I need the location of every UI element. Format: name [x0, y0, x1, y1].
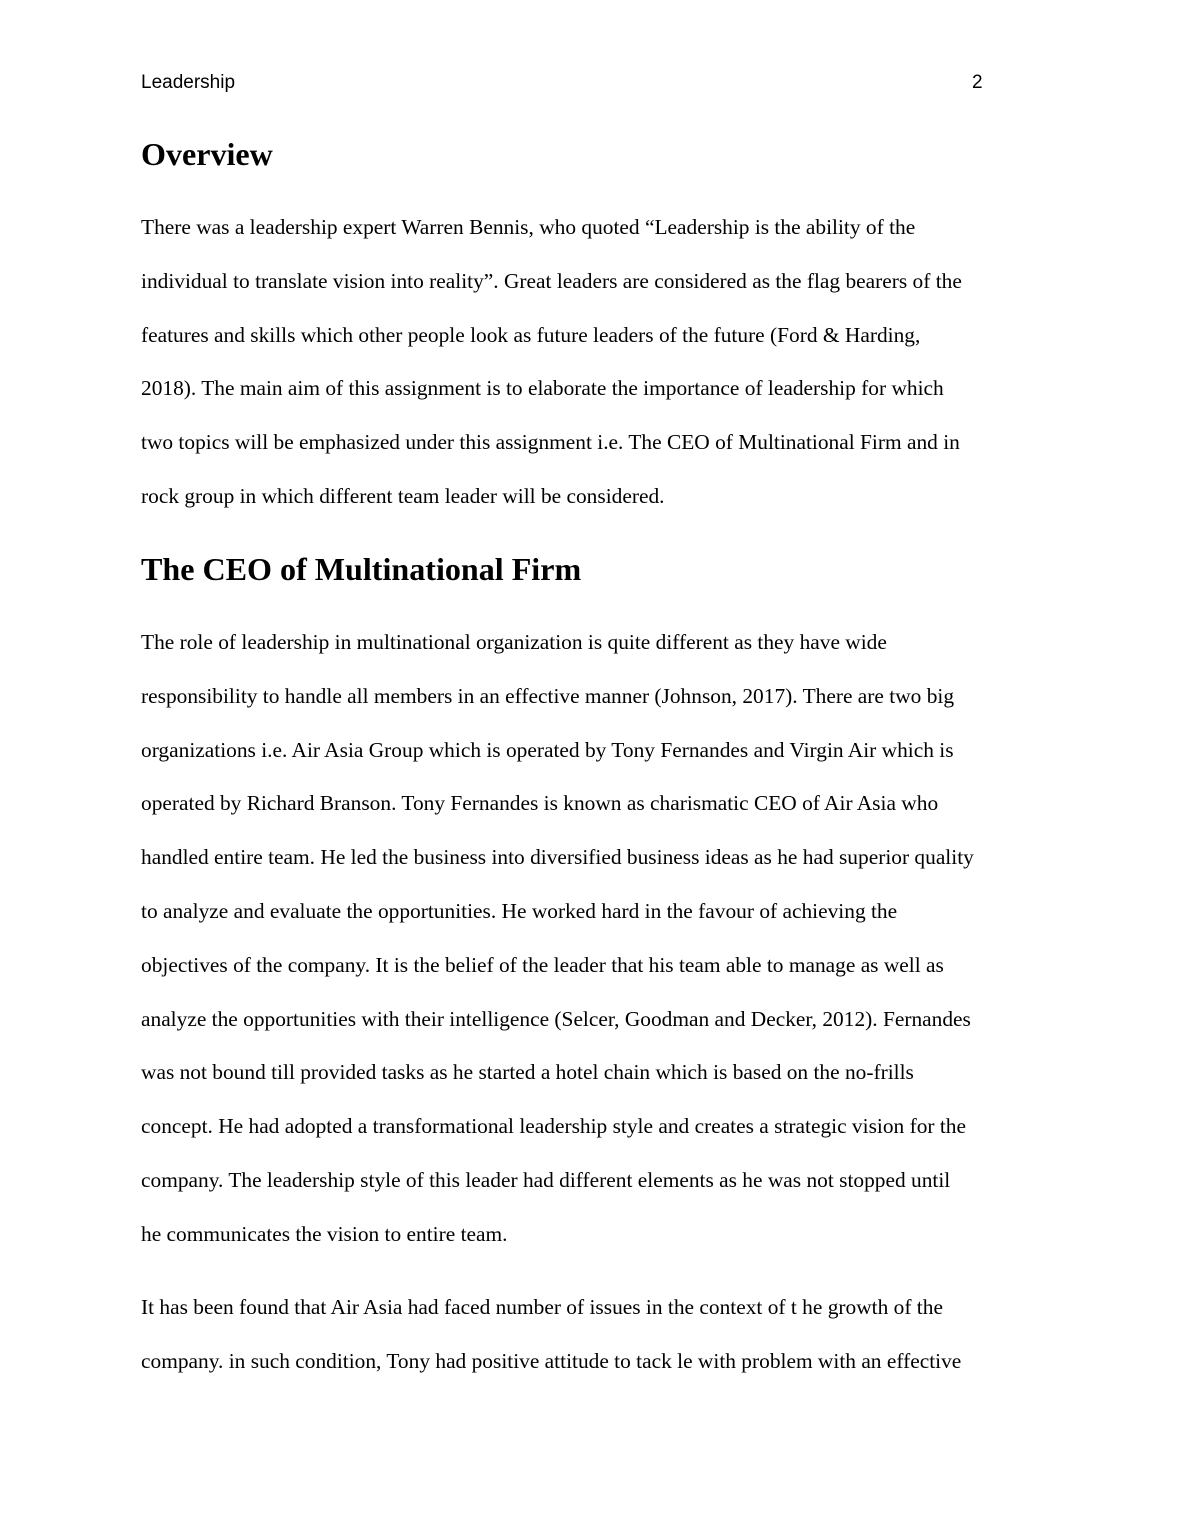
text-line: was not bound till provided tasks as he started a hotel chain which is based on the no-frills — [141, 1060, 914, 1085]
text-line: 2018). The main aim of this assignment is to elaborate the importance of leadership for which — [141, 376, 944, 401]
running-head: Leadership — [141, 72, 236, 93]
text-line: to analyze and evaluate the opportunities. He worked hard in the favour of achieving the — [141, 898, 898, 923]
section-heading-overview: Overview — [141, 136, 273, 172]
overview-paragraph — [141, 211, 1053, 512]
text-line: There was a leadership expert Warren Bennis, who quoted “Leadership is the ability of the — [141, 215, 916, 239]
text-line: company. The leadership style of this leader had different elements as he was not stopped until — [141, 1167, 951, 1192]
text-line: rock group in which different team leader will be considered. — [141, 483, 665, 508]
text-line: two topics will be emphasized under this assignment i.e. The CEO of Multinational Firm and in — [141, 430, 960, 455]
page-number: 2 — [972, 72, 983, 93]
text-line: The role of leadership in multinational organization is quite different as they have wide — [141, 629, 887, 654]
text-line: operated by Richard Branson. Tony Fernandes is known as charismatic CEO of Air Asia who — [141, 791, 939, 816]
document-body — [141, 138, 1053, 1377]
ceo-paragraph-1 — [141, 626, 1053, 1250]
text-line: concept. He had adopted a transformational leadership style and creates a strategic vision for the — [141, 1114, 967, 1139]
text-line: objectives of the company. It is the belief of the leader that his team able to manage as well as — [141, 952, 944, 977]
text-line: individual to translate vision into reality”. Great leaders are considered as the flag bearers of the — [141, 268, 962, 293]
text-line: handled entire team. He led the business into diversified business ideas as he had superior quality — [141, 845, 974, 870]
section-heading-ceo: The CEO of Multinational Firm — [141, 550, 582, 587]
text-line: It has been found that Air Asia had faced number of issues in the context of t he growth of the — [141, 1294, 943, 1319]
text-line: organizations i.e. Air Asia Group which is operated by Tony Fernandes and Virgin Air which is — [141, 737, 954, 762]
text-line: company. in such condition, Tony had positive attitude to tack le with problem with an effective — [141, 1348, 962, 1373]
text-line: features and skills which other people look as future leaders of the future (Ford & Harding, — [141, 322, 921, 347]
ceo-paragraph-2 — [141, 1291, 1053, 1377]
text-line: analyze the opportunities with their intelligence (Selcer, Goodman and Decker, 2012). Fernandes — [141, 1006, 971, 1031]
text-line: he communicates the vision to entire team. — [141, 1221, 508, 1246]
text-line: responsibility to handle all members in an effective manner (Johnson, 2017). There are two big — [141, 683, 955, 708]
